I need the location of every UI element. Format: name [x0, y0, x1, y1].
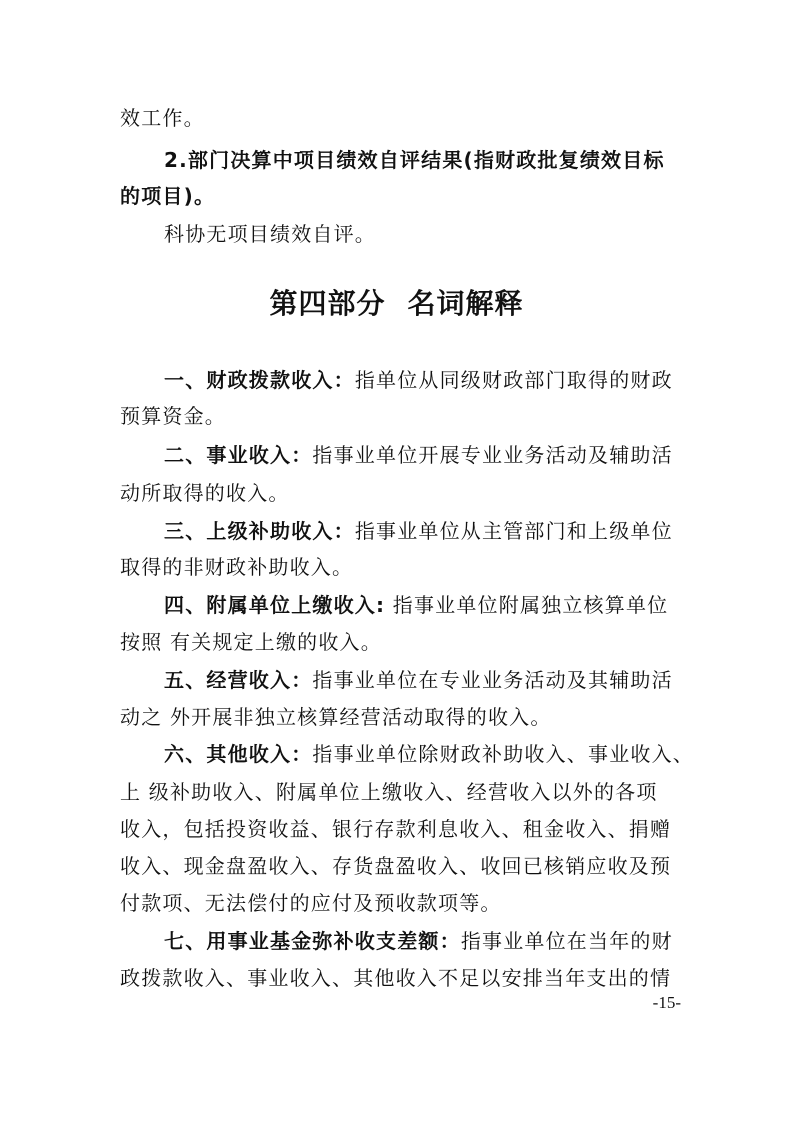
continued-paragraph: 效工作。: [120, 106, 205, 130]
term-heading: 一、财政拨款收入：: [164, 368, 355, 392]
term-continuation: 预算资金。: [120, 404, 226, 428]
term-first-line: [164, 740, 695, 768]
term-first-line: [164, 366, 680, 394]
term-definition: 指单位从同级财政部门取得的财政: [354, 368, 673, 392]
term-heading: 五、经营收入：: [164, 668, 313, 692]
part4-title: [0, 284, 793, 324]
term-first-line: [164, 927, 680, 955]
section2-heading-line2: 的项目)。: [120, 184, 216, 208]
section2-heading-line1: 2.部门决算中项目绩效自评结果(指财政批复绩效目标: [164, 148, 665, 172]
part4-title-name: 名词解释: [407, 287, 524, 320]
term-heading: 四、附属单位上缴收入:: [164, 593, 386, 617]
term-definition: 指事业单位在当年的财: [460, 929, 673, 953]
term-continuation: 上 级补助收入、附属单位上缴收入、经营收入以外的各项: [120, 780, 658, 804]
term-heading: 三、上级补助收入：: [164, 519, 355, 543]
term-continuation: 动所取得的收入。: [120, 481, 290, 505]
term-definition: 指事业单位从主管部门和上级单位: [354, 519, 673, 543]
term-continuation: 按照 有关规定上缴的收入。: [120, 630, 382, 654]
section2-body: 科协无项目绩效自评。: [164, 222, 376, 246]
term-continuation: 付款项、无法偿付的应付及预收款项等。: [120, 891, 502, 915]
part4-title-part: 第四部分: [269, 287, 386, 320]
term-definition: 指事业单位在专业业务活动及其辅助活: [312, 668, 673, 692]
term-first-line: [164, 517, 680, 545]
term-first-line: [164, 441, 680, 469]
term-continuation: 收入，包括投资收益、银行存款利息收入、租金收入、捐赠: [120, 817, 672, 841]
term-first-line: [164, 591, 680, 619]
term-continuation: 收入、现金盘盈收入、存货盘盈收入、收回已核销应收及预: [120, 854, 672, 878]
term-continuation: 取得的非财政补助收入。: [120, 555, 354, 579]
term-continuation: 政拨款收入、事业收入、其他收入不足以安排当年支出的情: [120, 966, 672, 990]
term-definition: 指事业单位附属独立核算单位: [385, 593, 669, 617]
page-number: -15-: [652, 993, 681, 1012]
term-heading: 六、其他收入：: [164, 742, 313, 766]
term-definition: 指事业单位开展专业业务活动及辅助活: [312, 443, 673, 467]
term-heading: 七、用事业基金弥补收支差额：: [164, 929, 461, 953]
term-first-line: [164, 666, 680, 694]
term-continuation: 动之 外开展非独立核算经营活动取得的收入。: [120, 705, 552, 729]
term-definition: 指事业单位除财政补助收入、事业收入、: [312, 742, 695, 766]
term-heading: 二、事业收入：: [164, 443, 313, 467]
